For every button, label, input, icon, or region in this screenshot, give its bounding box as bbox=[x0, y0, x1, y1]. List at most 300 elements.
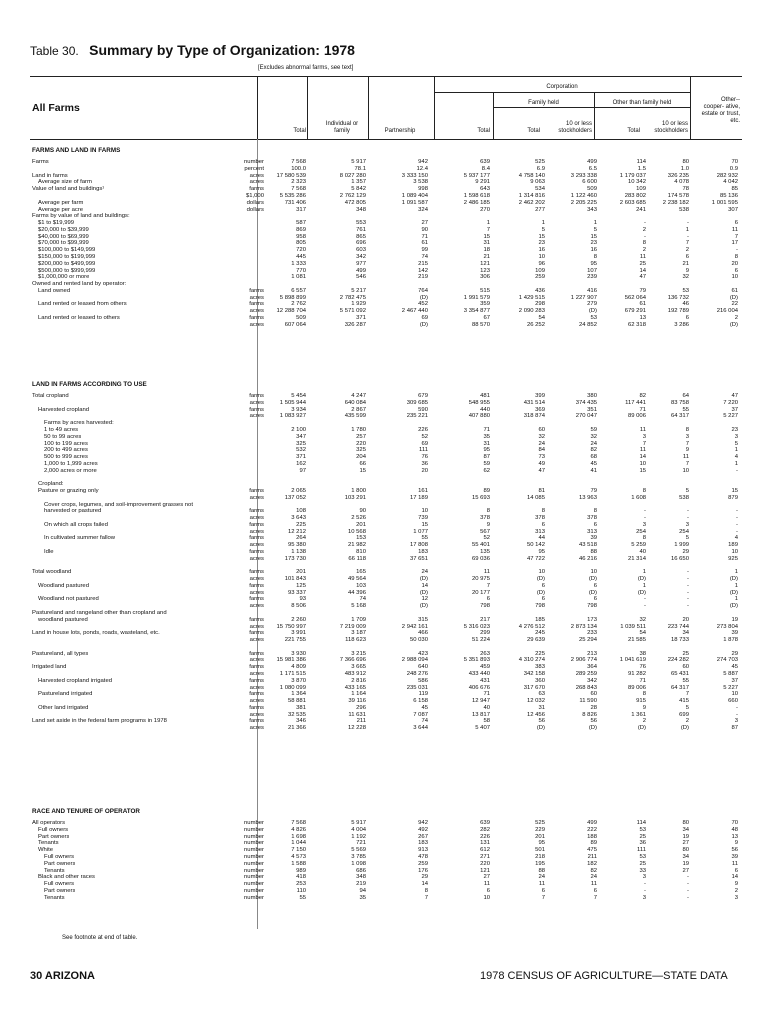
table-cell: 15 bbox=[483, 233, 490, 240]
row-unit: acres bbox=[249, 623, 264, 630]
table-cell: 58 bbox=[483, 718, 490, 725]
table-cell: 90 bbox=[421, 226, 428, 233]
table-cell: 93 bbox=[299, 596, 306, 603]
table-cell: 21 314 bbox=[627, 555, 646, 562]
table-cell: (D) bbox=[419, 576, 428, 583]
table-cell: 8 bbox=[593, 508, 597, 515]
table-cell: 15 bbox=[421, 521, 428, 528]
table-cell: 8 bbox=[486, 508, 490, 515]
table-cell: 21 585 bbox=[627, 637, 646, 644]
table-cell: 85 bbox=[731, 186, 738, 193]
table-cell: - bbox=[736, 521, 738, 528]
table-cell: 12.4 bbox=[416, 165, 428, 172]
table-cell: 83 758 bbox=[670, 399, 689, 406]
row-label: 500 to 999 acres bbox=[44, 454, 88, 460]
table-cell: 32 bbox=[538, 433, 545, 440]
table-cell: 342 bbox=[587, 677, 597, 684]
table-cell: (D) bbox=[637, 576, 646, 583]
table-cell: 14 bbox=[731, 874, 738, 881]
table-cell: 74 bbox=[421, 718, 428, 725]
table-cell: - bbox=[687, 881, 689, 887]
row-unit: acres bbox=[249, 294, 264, 301]
table-cell: 283 802 bbox=[624, 192, 646, 199]
table-cell: 3 bbox=[642, 521, 646, 528]
table-cell: 739 bbox=[418, 515, 428, 521]
table-cell: 19 bbox=[731, 616, 738, 623]
table-cell: 16 bbox=[590, 247, 597, 254]
table-cell: 11 bbox=[483, 569, 490, 576]
table-cell: 466 bbox=[418, 630, 428, 637]
table-cell: 51 224 bbox=[471, 637, 490, 644]
table-cell: 679 bbox=[418, 393, 428, 399]
table-cell: 222 bbox=[587, 826, 597, 833]
table-cell: 325 bbox=[296, 440, 306, 447]
table-cell: 612 bbox=[480, 847, 490, 854]
table-cell: 61 bbox=[421, 240, 428, 247]
table-cell: 76 bbox=[639, 664, 646, 671]
table-cell: 5 227 bbox=[723, 684, 738, 691]
table-cell: 245 bbox=[535, 630, 545, 637]
table-cell: 0.9 bbox=[729, 165, 738, 172]
table-cell: 1 164 bbox=[351, 691, 366, 698]
table-cell: 865 bbox=[356, 233, 366, 240]
table-cell: 220 bbox=[480, 860, 490, 867]
table-cell: - bbox=[687, 233, 689, 240]
table-cell: 1 505 944 bbox=[279, 399, 306, 406]
table-cell: 43 518 bbox=[578, 542, 597, 549]
table-cell: 3 215 bbox=[351, 650, 366, 657]
row-label: Land set aside in the federal farm programs in 1978 bbox=[32, 718, 167, 725]
row-label: Land in house lots, ponds, roads, wasteland, etc. bbox=[32, 630, 160, 637]
table-cell: 1.5 bbox=[637, 165, 646, 172]
table-cell: - bbox=[644, 220, 646, 226]
table-cell: 481 bbox=[480, 393, 490, 399]
table-cell: 50 142 bbox=[526, 542, 545, 549]
table-cell: - bbox=[687, 603, 689, 610]
table-cell: 11 bbox=[639, 253, 646, 260]
row-label: Part owners bbox=[44, 860, 76, 867]
table-cell: 8 bbox=[734, 253, 738, 260]
row-unit: $1,000 bbox=[245, 192, 264, 199]
table-cell: 50 030 bbox=[409, 637, 428, 644]
table-cell: 2 bbox=[685, 247, 689, 254]
table-cell: (D) bbox=[588, 308, 597, 315]
table-cell: 32 bbox=[639, 616, 646, 623]
table-cell: 95 bbox=[538, 548, 545, 555]
footnote: See footnote at end of table. bbox=[62, 935, 138, 941]
table-cell: 9 063 bbox=[530, 179, 545, 186]
table-cell: 10 bbox=[538, 569, 545, 576]
table-cell: 4 826 bbox=[291, 826, 306, 833]
table-cell: 2 090 283 bbox=[518, 308, 545, 315]
table-cell: 798 bbox=[535, 603, 545, 610]
table-cell: 2 467 440 bbox=[401, 308, 428, 315]
header-oth-total: Total bbox=[627, 128, 640, 134]
table-cell: 6 bbox=[541, 887, 545, 894]
table-cell: - bbox=[687, 508, 689, 515]
table-cell: 8 826 bbox=[582, 711, 597, 718]
table-cell: 810 bbox=[356, 548, 366, 555]
table-cell: 38 bbox=[639, 650, 646, 657]
table-cell: 32 bbox=[590, 433, 597, 440]
table-cell: 1 044 bbox=[291, 840, 306, 847]
table-cell: 55 bbox=[421, 535, 428, 542]
table-cell: 82 bbox=[590, 867, 597, 874]
table-cell: 4 310 274 bbox=[518, 657, 545, 664]
table-cell: 14 bbox=[421, 881, 428, 887]
table-cell: 406 676 bbox=[468, 684, 490, 691]
table-cell: 12 288 704 bbox=[276, 308, 306, 315]
table-cell: 225 bbox=[296, 521, 306, 528]
table-cell: (D) bbox=[588, 725, 597, 732]
table-cell: 3 187 bbox=[351, 630, 366, 637]
table-cell: 47 bbox=[731, 393, 738, 399]
row-label: Part owners bbox=[44, 887, 76, 894]
row-label: All operators bbox=[32, 820, 66, 826]
row-unit: farms bbox=[249, 521, 264, 528]
table-cell: 3 333 150 bbox=[401, 172, 428, 179]
table-cell: 103 bbox=[356, 582, 366, 589]
table-cell: 1 bbox=[734, 582, 738, 589]
table-cell: 13 963 bbox=[578, 494, 597, 501]
table-cell: 640 bbox=[418, 664, 428, 671]
table-cell: 7 bbox=[486, 582, 490, 589]
table-cell: 20 bbox=[421, 467, 428, 474]
row-label: Total woodland bbox=[32, 569, 72, 576]
table-cell: 3 bbox=[734, 433, 738, 440]
table-cell: 282 932 bbox=[716, 172, 738, 179]
table-cell: 95 bbox=[483, 447, 490, 454]
table-cell: 6 bbox=[734, 867, 738, 874]
table-cell: 23 bbox=[538, 240, 545, 247]
table-cell: 1 780 bbox=[351, 426, 366, 433]
table-cell: 2 323 bbox=[291, 179, 306, 186]
table-cell: 1 929 bbox=[351, 301, 366, 308]
row-unit: number bbox=[244, 887, 264, 894]
table-cell: 182 bbox=[587, 860, 597, 867]
table-cell: 188 bbox=[587, 833, 597, 840]
table-cell: 229 bbox=[535, 826, 545, 833]
table-cell: 3 bbox=[685, 433, 689, 440]
table-cell: 3 bbox=[734, 894, 738, 901]
table-cell: 5 351 893 bbox=[463, 657, 490, 664]
row-unit: number bbox=[244, 894, 264, 901]
table-cell: - bbox=[736, 467, 738, 474]
table-cell: 5 917 bbox=[351, 159, 366, 165]
table-cell: 1 364 bbox=[291, 691, 306, 698]
corp-sub-rule bbox=[493, 107, 690, 108]
table-cell: 3 bbox=[642, 874, 646, 881]
table-cell: 12 bbox=[421, 596, 428, 603]
table-cell: 32 bbox=[682, 274, 689, 281]
table-cell: 34 bbox=[682, 826, 689, 833]
table-cell: 78 bbox=[682, 186, 689, 193]
row-unit: dollars bbox=[246, 199, 264, 206]
table-cell: 263 bbox=[480, 650, 490, 657]
page-footer-left: 30 ARIZONA bbox=[30, 970, 95, 982]
row-label: Land in farms bbox=[32, 172, 68, 179]
table-cell: 31 bbox=[483, 440, 490, 447]
table-cell: 359 bbox=[480, 301, 490, 308]
row-unit: number bbox=[244, 840, 264, 847]
table-cell: 56 bbox=[538, 718, 545, 725]
table-cell: 11 bbox=[731, 860, 738, 867]
table-cell: 63 bbox=[538, 691, 545, 698]
table-cell: 1 588 bbox=[291, 860, 306, 867]
table-cell: 21 bbox=[483, 253, 490, 260]
table-cell: 374 435 bbox=[575, 399, 597, 406]
section-heading: LAND IN FARMS ACCORDING TO USE bbox=[32, 381, 147, 388]
table-cell: 56 bbox=[590, 718, 597, 725]
table-cell: 6.9 bbox=[536, 165, 545, 172]
table-cell: 10 342 bbox=[627, 179, 646, 186]
table-cell: 326 235 bbox=[667, 172, 689, 179]
table-cell: 45 bbox=[731, 664, 738, 671]
table-cell: 282 bbox=[480, 826, 490, 833]
table-cell: 3 bbox=[685, 521, 689, 528]
table-cell: (D) bbox=[588, 576, 597, 583]
table-cell: 1 bbox=[486, 220, 490, 226]
table-cell: 47 bbox=[639, 274, 646, 281]
table-cell: 53 bbox=[682, 287, 689, 294]
table-cell: 35 bbox=[359, 894, 366, 901]
table-cell: 47 722 bbox=[526, 555, 545, 562]
table-cell: 24 bbox=[538, 874, 545, 881]
row-unit: farms bbox=[249, 508, 264, 515]
table-cell: 53 bbox=[590, 314, 597, 321]
table-cell: 483 912 bbox=[344, 671, 366, 677]
table-cell: 270 bbox=[480, 206, 490, 213]
table-cell: 71 bbox=[639, 406, 646, 413]
row-unit: acres bbox=[249, 413, 264, 420]
table-cell: 7 bbox=[541, 894, 545, 901]
table-cell: 10 bbox=[538, 253, 545, 260]
table-cell: 131 bbox=[480, 840, 490, 847]
table-cell: 73 bbox=[538, 454, 545, 460]
table-cell: 21 bbox=[682, 260, 689, 267]
header-total: Total bbox=[293, 128, 306, 134]
table-cell: 20 bbox=[682, 616, 689, 623]
table-cell: 55 bbox=[682, 406, 689, 413]
table-cell: 219 bbox=[418, 274, 428, 281]
table-cell: 241 bbox=[636, 206, 646, 213]
table-cell: 2 762 bbox=[291, 301, 306, 308]
table-cell: 80 bbox=[682, 820, 689, 826]
table-cell: 125 bbox=[296, 582, 306, 589]
table-cell: 11 bbox=[731, 226, 738, 233]
table-cell: 562 064 bbox=[624, 294, 646, 301]
table-cell: 1 080 099 bbox=[279, 684, 306, 691]
table-cell: 259 bbox=[418, 860, 428, 867]
table-cell: 5 454 bbox=[291, 393, 306, 399]
table-cell: 17 580 539 bbox=[276, 172, 306, 179]
row-label: Average size of farm bbox=[38, 179, 92, 186]
table-cell: 607 064 bbox=[284, 321, 306, 328]
table-cell: 95 380 bbox=[287, 542, 306, 549]
table-title bbox=[30, 42, 355, 60]
row-unit: number bbox=[244, 867, 264, 874]
row-label: 50 to 99 acres bbox=[44, 433, 82, 440]
table-cell: 2 bbox=[734, 887, 738, 894]
table-cell: 68 bbox=[590, 454, 597, 460]
table-cell: 1 608 bbox=[631, 494, 646, 501]
table-cell: 18 bbox=[483, 247, 490, 254]
table-cell: 553 bbox=[356, 220, 366, 226]
table-cell: 46 bbox=[682, 301, 689, 308]
table-cell: 318 874 bbox=[523, 413, 545, 420]
table-cell: 118 623 bbox=[345, 637, 366, 644]
row-unit: acres bbox=[249, 494, 264, 501]
row-label: Black and other races bbox=[38, 874, 95, 881]
table-cell: 1 041 619 bbox=[619, 657, 646, 664]
table-cell: 525 bbox=[535, 159, 545, 165]
row-label: Tenants bbox=[38, 840, 59, 847]
header-family-held: Family held bbox=[528, 100, 559, 106]
table-cell: (D) bbox=[729, 603, 738, 610]
table-cell: 720 bbox=[296, 247, 306, 254]
table-cell: 135 bbox=[480, 548, 490, 555]
table-cell: 60 bbox=[590, 691, 597, 698]
table-cell: - bbox=[644, 887, 646, 894]
table-cell: 12 947 bbox=[471, 698, 490, 705]
table-cell: 1 179 037 bbox=[619, 172, 646, 179]
table-cell: 1 089 404 bbox=[401, 192, 428, 199]
table-cell: 371 bbox=[356, 314, 366, 321]
table-cell: 1 bbox=[541, 220, 545, 226]
table-cell: 87 bbox=[731, 725, 738, 732]
table-cell: 4 573 bbox=[291, 853, 306, 860]
table-cell: 11 bbox=[483, 881, 490, 887]
table-cell: 10 bbox=[682, 467, 689, 474]
table-cell: 378 bbox=[587, 515, 597, 521]
table-cell: 452 bbox=[418, 301, 428, 308]
table-cell: 913 bbox=[418, 847, 428, 854]
table-cell: 279 bbox=[587, 301, 597, 308]
table-cell: 19 bbox=[682, 833, 689, 840]
table-cell: 24 bbox=[590, 440, 597, 447]
row-unit: farms bbox=[249, 616, 264, 623]
table-cell: 1 091 587 bbox=[401, 199, 428, 206]
row-label: Idle bbox=[44, 548, 54, 555]
table-cell: 69 036 bbox=[471, 555, 490, 562]
table-cell: 176 bbox=[418, 867, 428, 874]
table-cell: 7 150 bbox=[291, 847, 306, 854]
table-cell: 253 bbox=[296, 881, 306, 887]
table-cell: 5 569 bbox=[351, 847, 366, 854]
row-label: 100 to 199 acres bbox=[44, 440, 88, 447]
table-cell: 8 bbox=[593, 253, 597, 260]
table-cell: 15 750 997 bbox=[276, 623, 306, 630]
table-cell: 8 506 bbox=[291, 603, 306, 610]
row-label: Cropland: bbox=[38, 481, 64, 488]
table-cell: 5 168 bbox=[351, 603, 366, 610]
row-label: $70,000 to $99,999 bbox=[38, 240, 89, 247]
table-cell: 204 bbox=[356, 454, 366, 460]
table-cell: 81 bbox=[538, 487, 545, 494]
table-cell: 298 bbox=[535, 301, 545, 308]
table-cell: 94 bbox=[359, 887, 366, 894]
row-unit: number bbox=[244, 847, 264, 854]
table-cell: 925 bbox=[728, 555, 738, 562]
table-cell: 9 bbox=[734, 840, 738, 847]
table-cell: 88 bbox=[538, 867, 545, 874]
row-unit: acres bbox=[249, 542, 264, 549]
table-cell: 89 bbox=[590, 840, 597, 847]
table-cell: 381 bbox=[296, 704, 306, 711]
table-cell: 343 bbox=[587, 206, 597, 213]
row-label: $20,000 to $39,999 bbox=[38, 226, 89, 233]
table-cell: 548 955 bbox=[468, 399, 490, 406]
row-unit: number bbox=[244, 860, 264, 867]
table-cell: 1 bbox=[642, 569, 646, 576]
table-cell: 49 564 bbox=[347, 576, 366, 583]
table-cell: 342 bbox=[356, 253, 366, 260]
table-cell: 5 bbox=[593, 226, 597, 233]
table-cell: 10 bbox=[731, 691, 738, 698]
table-cell: 11 bbox=[538, 881, 545, 887]
row-unit: acres bbox=[249, 657, 264, 664]
row-label: $40,000 to $69,999 bbox=[38, 233, 89, 240]
table-cell: 101 843 bbox=[284, 576, 306, 583]
table-cell: 7 bbox=[685, 240, 689, 247]
table-cell: 14 bbox=[639, 267, 646, 274]
table-cell: 6 600 bbox=[582, 179, 597, 186]
row-unit: farms bbox=[249, 393, 264, 399]
table-cell: 70 bbox=[731, 820, 738, 826]
table-cell: 71 bbox=[639, 677, 646, 684]
table-cell: 1.0 bbox=[680, 165, 689, 172]
table-cell: 798 bbox=[480, 603, 490, 610]
table-cell: 643 bbox=[480, 186, 490, 193]
table-cell: 216 004 bbox=[716, 308, 738, 315]
table-cell: 48 bbox=[731, 826, 738, 833]
row-unit: number bbox=[244, 159, 264, 165]
table-cell: 538 bbox=[679, 494, 689, 501]
table-cell: 60 bbox=[682, 664, 689, 671]
table-cell: 1 698 bbox=[291, 833, 306, 840]
table-cell: 12 456 bbox=[526, 711, 545, 718]
table-cell: 9 bbox=[685, 267, 689, 274]
table-cell: - bbox=[644, 603, 646, 610]
table-cell: - bbox=[687, 569, 689, 576]
all-farms-heading: All Farms bbox=[32, 102, 80, 114]
table-cell: 989 bbox=[296, 867, 306, 874]
table-cell: 74 bbox=[421, 253, 428, 260]
table-cell: 96 bbox=[538, 260, 545, 267]
table-cell: 1 bbox=[734, 569, 738, 576]
table-cell: 2 238 182 bbox=[662, 199, 689, 206]
header-partnership: Partnership bbox=[384, 128, 416, 134]
row-unit: farms bbox=[249, 535, 264, 542]
table-cell: 87 bbox=[483, 454, 490, 460]
table-cell: 1 bbox=[685, 226, 689, 233]
table-cell: 217 bbox=[480, 616, 490, 623]
table-cell: 28 bbox=[590, 704, 597, 711]
table-cell: 7 bbox=[593, 894, 597, 901]
table-cell: 46 216 bbox=[578, 555, 597, 562]
table-cell: 6 bbox=[734, 267, 738, 274]
table-cell: 4 004 bbox=[351, 826, 366, 833]
table-cell: 56 bbox=[731, 847, 738, 854]
table-cell: 8 bbox=[642, 691, 646, 698]
table-cell: 660 bbox=[728, 698, 738, 705]
table-cell: 84 bbox=[538, 447, 545, 454]
table-cell: 4 bbox=[734, 535, 738, 542]
table-cell: 79 bbox=[639, 287, 646, 294]
table-cell: (D) bbox=[536, 589, 545, 596]
row-unit: acres bbox=[249, 515, 264, 521]
table-cell: 5 bbox=[734, 440, 738, 447]
